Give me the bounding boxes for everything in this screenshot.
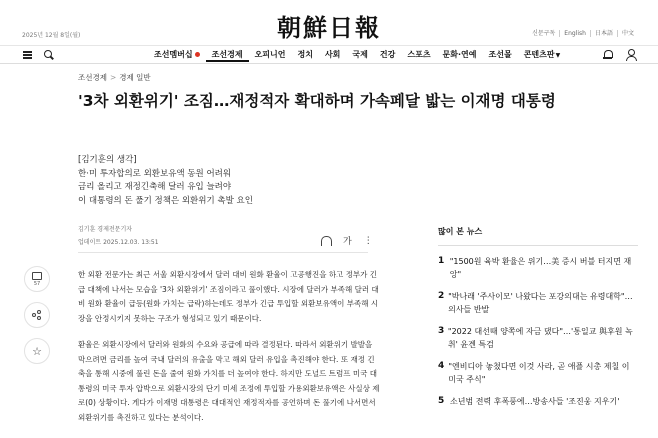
nav-item-health[interactable]: 건강: [379, 50, 396, 59]
breadcrumb: [78, 72, 151, 83]
list-item-title[interactable]: "엔비디아 놓쳤다면 이것 사라, 곧 애플 시총 제칠 이 미국 주식": [448, 362, 630, 384]
popular-news-title: 많이 본 뉴스: [438, 226, 638, 246]
comment-button[interactable]: [24, 266, 50, 292]
list-item[interactable]: [438, 361, 638, 386]
site-logo[interactable]: 朝鮮日報: [277, 13, 381, 42]
nav-item-membership[interactable]: 조선멤버십: [148, 49, 206, 62]
headphone-icon[interactable]: [320, 235, 331, 246]
user-icon[interactable]: [625, 49, 636, 60]
article-updated-time: 업데이트 2025.12.03. 13:51: [78, 239, 159, 246]
comment-icon: [32, 272, 42, 280]
subhead-line: [김기훈의 생각]: [78, 155, 137, 165]
list-item-title[interactable]: "박나래 '주사이모' 나왔다는 포강의대는 유령대학"…의사들 반발: [448, 292, 633, 314]
english-link[interactable]: English: [559, 30, 590, 37]
rank-number: 1: [438, 256, 445, 266]
subhead-line: 한·미 투자합의로 외환보유액 동원 어려워: [78, 168, 232, 179]
menu-icon[interactable]: [22, 49, 33, 60]
nav-item-contents[interactable]: 콘텐츠판▼: [523, 50, 561, 59]
subhead-line: 금리 올리고 재정긴축해 달러 유입 늘려야: [78, 182, 232, 192]
japanese-link[interactable]: 日本語: [590, 30, 617, 37]
list-item[interactable]: [438, 291, 638, 316]
article-tools: [320, 234, 373, 247]
header-date: 2025년 12월 8일(월): [22, 32, 81, 39]
article-byline[interactable]: 김기훈 경제전문기자: [78, 226, 133, 233]
nav-item-politics[interactable]: 정치: [297, 50, 313, 59]
article-siderail: [22, 266, 52, 364]
list-item-title[interactable]: "2022 대선때 양쪽에 자금 댔다"…'통일교 與후원 녹취' 윤곈 특검: [447, 327, 633, 349]
breadcrumb-subsection[interactable]: 경제 일반: [119, 73, 151, 82]
main-nav: [0, 46, 658, 64]
star-icon: ☆: [32, 344, 42, 358]
nav-item-mall[interactable]: 조선몰: [488, 50, 512, 59]
rank-number: 2: [438, 291, 445, 301]
article-paragraph: 한 외환 전문가는 최근 서울 외환시장에서 달러 대비 원화 환율이 고공행진을 하고 정부가 긴급 대책에 나서는 모습을 '3차 외환위기' 조짐이라고 풀이했다. 시장에 달러가 부족해 달러 대비 원화 환율이 급등(원화 가치는 급락)하는데도 정부가 긴급 투입할 외환보유액이 부족해 시장을 안정시키지 못하는 구조가 형성되고 있기 때문이다.: [78, 270, 379, 323]
nav-item-society[interactable]: 사회: [324, 50, 341, 59]
breadcrumb-section[interactable]: 조선경제: [78, 73, 107, 82]
nav-item-economy[interactable]: 조선경제: [206, 49, 249, 62]
nav-item-culture[interactable]: 문화·연예: [442, 50, 477, 59]
nav-item-opinion[interactable]: 오피니언: [254, 50, 286, 59]
breadcrumb-separator: >: [109, 73, 117, 82]
search-icon[interactable]: [43, 49, 54, 60]
nav-right-tools: [602, 49, 636, 60]
nav-items: [148, 49, 566, 62]
popular-news: [438, 226, 638, 409]
comment-count: 57: [33, 280, 41, 287]
new-dot-icon: [195, 52, 200, 57]
nav-item-world[interactable]: 국제: [352, 50, 368, 59]
rank-number: 5: [438, 396, 445, 406]
bookmark-button[interactable]: [24, 338, 50, 364]
nav-left-tools: [22, 49, 54, 60]
subhead-line: 이 대통령의 돈 풀기 정책은 외환위기 촉발 요인: [78, 195, 253, 206]
list-item-title[interactable]: "1500원 육박 환율은 위기…美 증시 버블 터지면 재앙": [449, 257, 632, 279]
list-item-title[interactable]: 소년범 전력 후폭풍에…방송사들 '조진웅 지우기': [450, 397, 620, 406]
article-headline: '3차 외환위기' 조짐…재정적자 확대하며 가속페달 밟는 이재명 대통령: [78, 92, 556, 110]
bell-icon[interactable]: [602, 49, 613, 60]
more-icon[interactable]: ⋮: [363, 235, 373, 246]
list-item[interactable]: [438, 326, 638, 351]
rank-number: 4: [438, 361, 445, 371]
subscribe-link[interactable]: 신문구독: [532, 30, 556, 37]
font-size-button[interactable]: 가: [343, 237, 352, 247]
share-button[interactable]: [24, 302, 50, 328]
list-item[interactable]: [438, 396, 638, 409]
header-links: [528, 30, 638, 37]
chinese-link[interactable]: 中文: [617, 30, 638, 37]
nav-item-sports[interactable]: 스포츠: [407, 50, 431, 59]
site-header: [0, 0, 658, 46]
share-icon: [32, 310, 42, 320]
list-item[interactable]: [438, 256, 638, 281]
article-paragraph: 환율은 외환시장에서 달러와 원화의 수요와 공급에 따라 결정된다. 따라서 외환위기 발발을 막으려면 금리를 높여 국내 달러의 유출을 막고 해외 달러 유입을 촉진해야 한다. 또 재정 긴축을 통해 시중에 풀린 돈을 줄여 원화 가치를 더 높여야 한다. 하지만 도널드 트럼프 미국 대통령의 미국 투자 압박으로 외환시장의 단기 미세 조정에 투입할 가용외환보유액은 사실상 제로(0) 상황이다. 게다가 이재명 대통령은 대대적인 재정적자를 공언하며 돈 풀기에 나서면서 외환위기를 촉진하고 있다는 분석이다.: [78, 340, 380, 422]
chevron-down-icon: ▼: [555, 52, 561, 59]
rank-number: 3: [438, 326, 445, 336]
article-subheads: [78, 154, 253, 208]
divider: [78, 252, 368, 253]
